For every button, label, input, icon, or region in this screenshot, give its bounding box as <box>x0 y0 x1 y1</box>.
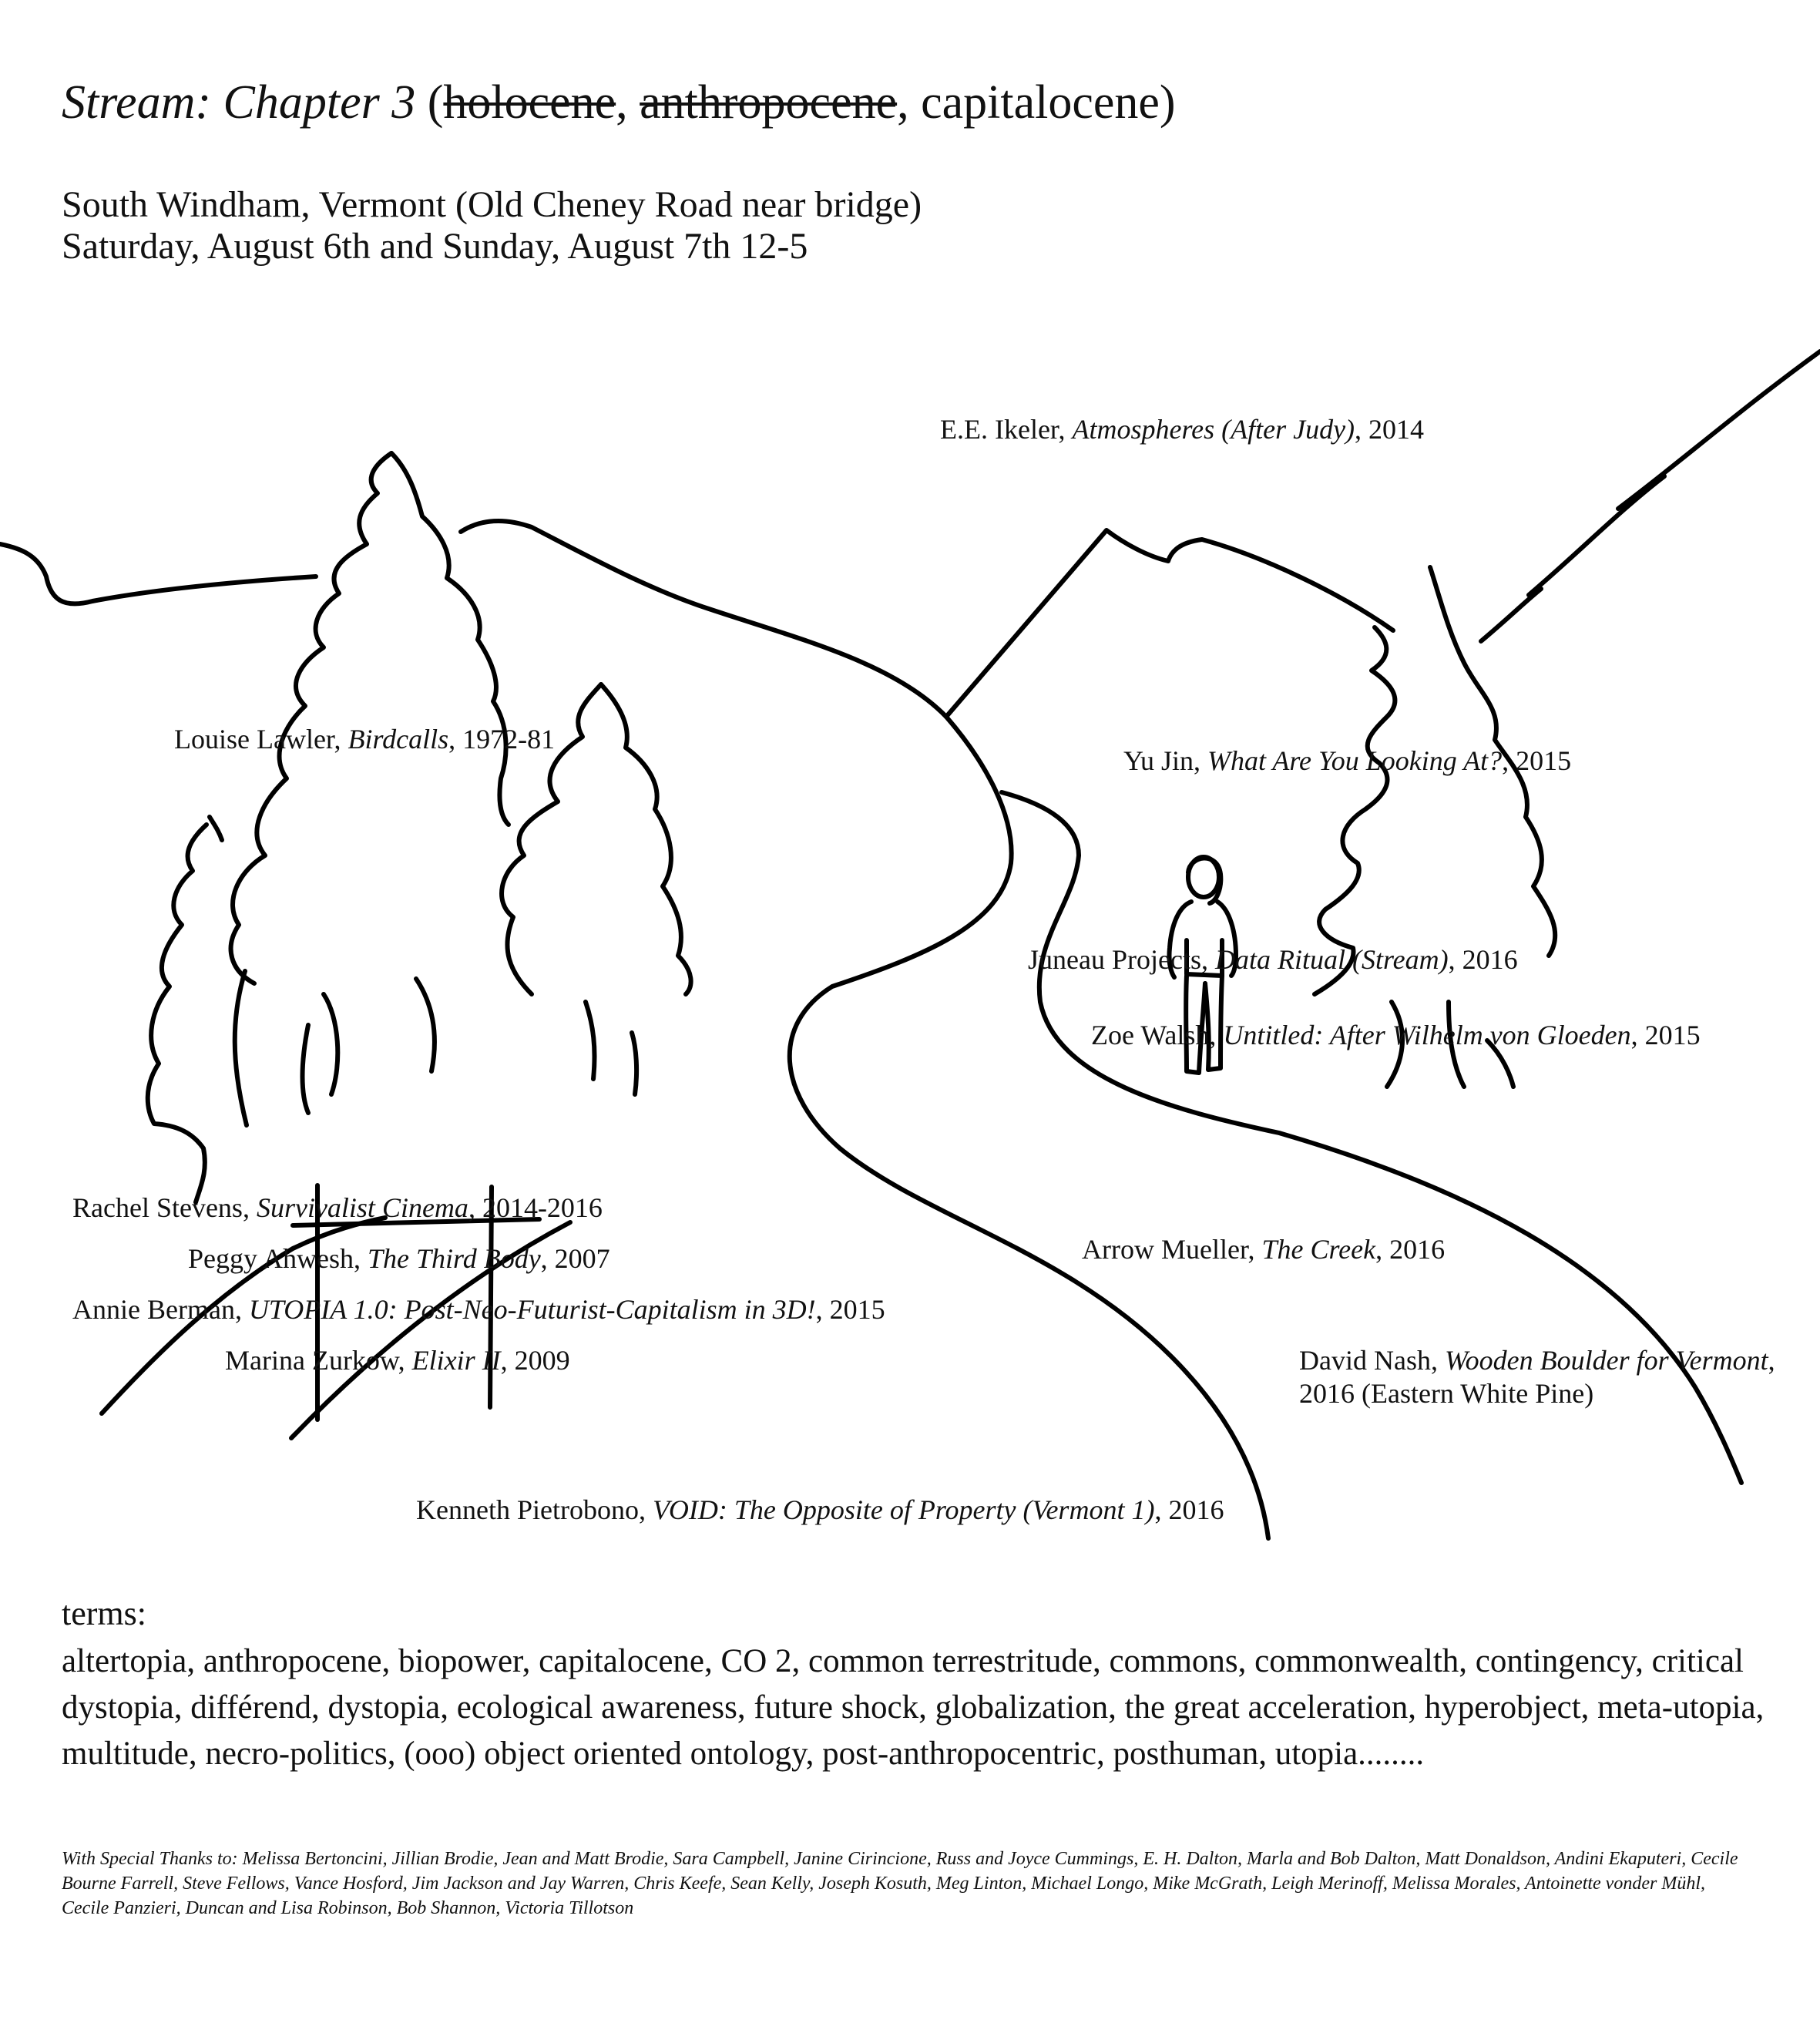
artwork-title: Wooden Boulder for Vermont <box>1444 1345 1768 1376</box>
artist-name: Kenneth Pietrobono, <box>416 1494 653 1525</box>
artwork-year: , 2015 <box>1630 1020 1701 1050</box>
tree-trunk <box>235 971 247 1125</box>
artist-label-lawler <box>174 723 555 756</box>
artist-label-walsh <box>1091 1019 1701 1052</box>
terms-list: altertopia, anthropocene, biopower, capitalocene, CO 2, common terrestritude, commons, commonwealth, contingency, critical dystopia, différend, dystopia, ecological awareness, future shock, globalization, the great acceleration, hyperobject, meta-utopia, multitude, necro-politics, (ooo) object oriented ontology, post-anthropocentric, posthuman, utopia........ <box>62 1643 1765 1772</box>
tree-outline-small <box>148 825 207 1202</box>
artist-label-ahwesh <box>188 1242 610 1275</box>
far-slope-line <box>1618 351 1820 509</box>
artwork-year: , 1972-81 <box>448 724 556 755</box>
title-struck-holocene: holocene <box>443 76 616 129</box>
artwork-title: Atmospheres (After Judy) <box>1072 414 1355 445</box>
artwork-year: , 2015 <box>815 1294 885 1325</box>
stream-left-bank <box>790 717 1268 1538</box>
title-capitalocene: capitalocene <box>921 76 1160 129</box>
terms-label: terms: <box>62 1595 146 1632</box>
artwork-year: , <box>1768 1345 1775 1376</box>
artwork-year: , 2016 <box>1154 1494 1224 1525</box>
ridge-line <box>461 521 946 717</box>
artwork-year: , 2016 <box>1375 1234 1446 1265</box>
artwork-title: UTOPIA 1.0: Post-Neo-Futurist-Capitalism in 3D! <box>248 1294 816 1325</box>
artist-name: Juneau Projects, <box>1028 944 1215 975</box>
artist-label-berman <box>72 1293 885 1326</box>
artist-name: David Nash, <box>1299 1345 1445 1376</box>
tree-outline-large <box>391 453 509 825</box>
tree-trunk <box>416 979 435 1071</box>
artist-name: Arrow Mueller, <box>1082 1234 1262 1265</box>
title-separator: , <box>897 76 922 129</box>
dates-line: Saturday, August 6th and Sunday, August 7th 12-5 <box>62 226 808 267</box>
special-thanks: With Special Thanks to: Melissa Bertoncini, Jillian Brodie, Jean and Matt Brodie, Sara Campbell, Janine Cirincione, Russ and Joyce Cummings, E. H. Dalton, Marla and Bob Dalton, Matt Donaldson, Andini Ekaputeri, Cecile Bourne Farrell, Steve Fellows, Vance Hosford, Jim Jackson and Jay Warren, Chris Keefe, Sean Kelly, Joseph Kosuth, Meg Linton, Michael Longo, Mike McGrath, Leigh Merinoff, Melissa Morales, Antoinette vonder Mühl, Cecile Panzieri, Duncan and Lisa Robinson, Bob Shannon, Victoria Tillotson <box>62 1849 1738 1918</box>
artist-name: Annie Berman, <box>72 1294 249 1325</box>
artist-label-ikeler <box>940 413 1424 446</box>
artwork-title: The Creek <box>1261 1234 1376 1265</box>
artist-label-juneau <box>1028 943 1518 976</box>
artwork-year: , 2016 <box>1448 944 1518 975</box>
artwork-year-material: 2016 (Eastern White Pine) <box>1299 1378 1594 1410</box>
artwork-title: Elixir II <box>411 1345 501 1376</box>
tree-outline-right <box>1315 627 1395 994</box>
artist-name: Rachel Stevens, <box>72 1192 257 1223</box>
artwork-year: , 2014-2016 <box>468 1192 603 1223</box>
title-paren-close: ) <box>1159 76 1176 129</box>
left-hill-line <box>0 544 316 603</box>
tree-outline-large <box>231 453 391 983</box>
artwork-title: The Third Body <box>368 1243 541 1274</box>
artwork-title: Birdcalls <box>348 724 449 755</box>
artist-label-pietrobono <box>416 1494 1224 1527</box>
artwork-title: VOID: The Opposite of Property (Vermont 1) <box>652 1494 1155 1525</box>
artist-name: E.E. Ikeler, <box>940 414 1073 445</box>
artist-label-zurkow <box>225 1344 570 1377</box>
title-italic: Stream: Chapter 3 <box>62 76 416 129</box>
artist-label-stevens <box>72 1191 603 1225</box>
tree-outline-small <box>210 817 222 840</box>
tree-outline-medium <box>601 684 691 994</box>
tree-trunk <box>586 1002 595 1079</box>
location-line: South Windham, Vermont (Old Cheney Road near bridge) <box>62 184 922 225</box>
tree-trunk <box>324 994 337 1094</box>
artist-label-jin <box>1123 744 1571 778</box>
artist-name: Marina Zurkow, <box>225 1345 412 1376</box>
tree-trunk <box>303 1025 309 1113</box>
artwork-year: , 2007 <box>540 1243 610 1274</box>
artwork-title: Data Ritual (Stream) <box>1214 944 1449 975</box>
title-separator: , <box>616 76 640 129</box>
far-slope-line <box>1481 589 1541 641</box>
artwork-title: Untitled: After Wilhelm von Gloeden <box>1223 1020 1631 1050</box>
artist-name: Louise Lawler, <box>174 724 348 755</box>
artwork-title: What Are You Looking At? <box>1207 745 1503 776</box>
artist-label-nash <box>1299 1344 1775 1410</box>
tree-trunk <box>632 1033 636 1094</box>
artist-name: Zoe Walsh, <box>1091 1020 1224 1050</box>
mountain-outline <box>946 530 1393 717</box>
artist-label-mueller <box>1082 1233 1445 1266</box>
title-struck-anthropocene: anthropocene <box>640 76 898 129</box>
artwork-year: , 2014 <box>1355 414 1425 445</box>
title-paren-open: ( <box>415 76 444 129</box>
artwork-year: , 2009 <box>500 1345 570 1376</box>
artist-name: Peggy Ahwesh, <box>188 1243 368 1274</box>
far-slope-line <box>1529 476 1664 595</box>
artist-name: Yu Jin, <box>1123 745 1208 776</box>
artwork-year: , 2015 <box>1502 745 1572 776</box>
artwork-title: Survivalist Cinema <box>256 1192 468 1223</box>
